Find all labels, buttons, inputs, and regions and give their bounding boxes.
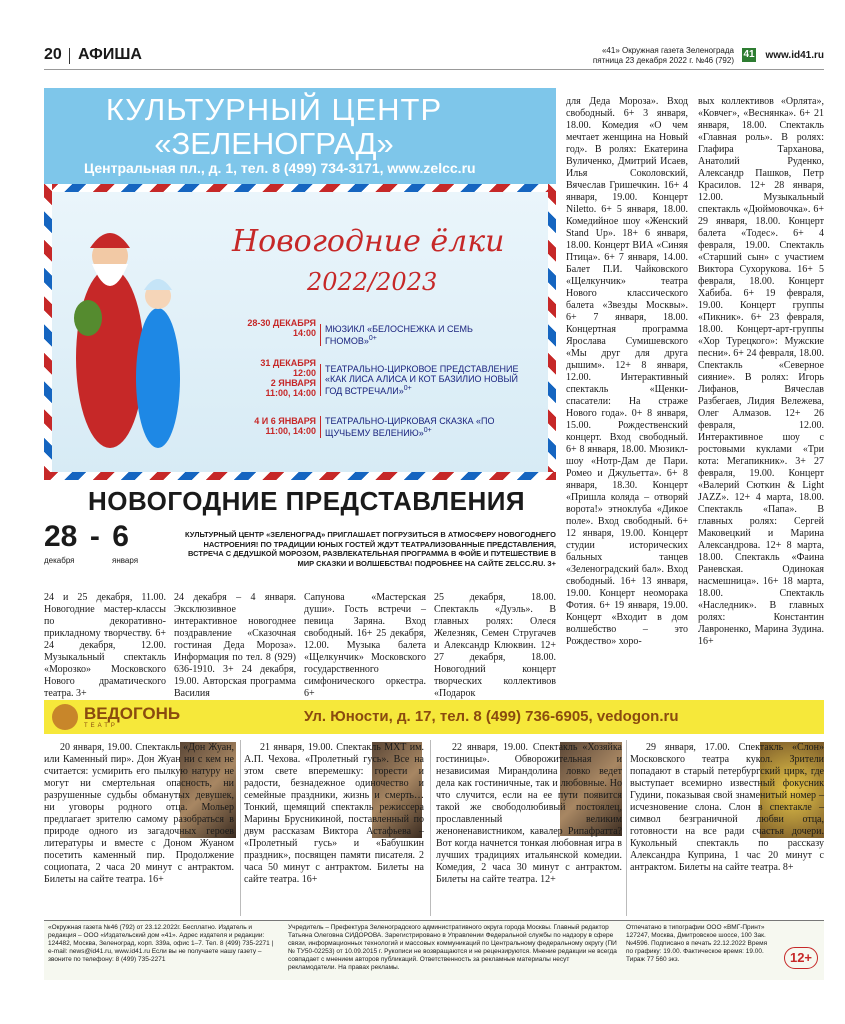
intro-text: КУЛЬТУРНЫЙ ЦЕНТР «ЗЕЛЕНОГРАД» ПРИГЛАШАЕТ ПОГРУЗИТЬСЯ В АТМОСФЕРУ НОВОГОДНЕГО НАСТРОЕНИЯ! ПО ТРАДИЦИИ ЮНЫХ ГОСТЕЙ ЖДУТ ТЕАТРАЛИЗОВАННЫЕ ПРЕДСТАВЛЕНИЯ, ВСТРЕЧА С ДЕДУШКОЙ МОРОЗОМ, РАЗВЛЕКАТЕЛЬНАЯ ПРОГРАММА В ФОЙЕ И ПУТЕШЕСТВИЕ В МИР СКАЗКИ И ВОЛШЕБСТВА! ПОДРОБНЕЕ НА САЙТЕ ZELCC.RU. 3+: [185, 530, 556, 568]
age-rating-badge: 12+: [784, 947, 818, 969]
event-3-time: 11:00, 14:00: [265, 426, 316, 436]
column-divider: [240, 740, 241, 916]
envelope-stripe: [44, 184, 556, 192]
envelope-stripe-left: [44, 184, 52, 480]
event-3-age: 0+: [423, 427, 432, 434]
schedule-column-6: вых коллективов «Орлята», «Ковчег», «Веснянка». 6+ 21 января, 18.00. Спектакль «Главная роль». В ролях: Глафира Тарханова, Анатолий Руденко, Александр Пашков, Петр Красилов. 12+ 28 января, 12.00. Музыкальный спектакль «Дюймовочка». 6+ 29 января, 18.00. Концерт балета «Тодес». 6+ 4 февраля, 19.00. Спектакль «Старший сын» с участием Виктора Сухорукова. 16+ 5 февраля, 18.00. Концерт Хабиба. 6+ 19 февраля, 19.00. Концерт группы «Пикник». 6+ 23 февраля, 18.00. Концерт-арт-группы «Хор Турецкого»: Мужские песни». 6+ 24 февраля, 18.00. Спектакль «Северное сияние». В ролях: Игорь Лифанов, Вячеслав Разбегаев, Лидия Вележева, Олег Алмазов. 12+ 26 февраля, 12.00. Интерактивное шоу с ростовыми куклами «Три кота: Мегапикник». 3+ 27 февраля, 19.00. Концерт «Валерий Сюткин & Light JAZZ». 12+ 4 марта, 18.00. Спектакль «Папа». В главных ролях: Сергей Маковецкий и Марина Александрова. 12+ 8 марта, 18.00. Спектакль «Фаина Раневская. Одинокая насмешница». 16+ 18 марта, 18.00. Спектакль «Наследник». В главных ролях: Константин Лавроненко, Марина Зудина. 16+: [698, 96, 824, 647]
event-2-days: 31 ДЕКАБРЯ: [260, 358, 316, 368]
vedogon-subtitle: ТЕАТР: [84, 723, 118, 729]
date-to: 6: [112, 520, 129, 553]
publication-info: [593, 46, 734, 66]
event-1-days: 28-30 ДЕКАБРЯ: [247, 318, 316, 328]
vedogon-banner: [44, 700, 824, 734]
event-2-title: [320, 364, 520, 396]
ad-title-line1: КУЛЬТУРНЫЙ ЦЕНТР: [105, 92, 443, 127]
ad-title-line2: «ЗЕЛЕНОГРАД»: [154, 126, 394, 161]
header-divider: [69, 48, 70, 64]
envelope-stripe-bottom: [44, 472, 556, 480]
ad-body: [52, 192, 548, 472]
site-link[interactable]: www.id41.ru: [765, 50, 824, 61]
script-title: Новогодние ёлки: [232, 224, 505, 259]
theatre-event-4: 29 января, 17.00. Спектакль «Слон» Московского театра кукол. Зрители попадают в старый петербургский цирк, где выступает всемирно известный фокусник Гудини, показывая свой знаменитый номер – исчезновение слона. Слон в спектакле – символ безграничной любви отца, готовности на все ради счастья дочери. Кукольный спектакль по рассказу Александра Куприна, 1 час 20 минут с антрактом. Билеты на сайте театра. 8+: [630, 742, 824, 873]
event-3-date: [228, 416, 316, 436]
vedogon-name: ВЕДОГОНЬ: [84, 704, 181, 723]
vedogon-address: Ул. Юности, д. 17, тел. 8 (499) 736-6905, vedogon.ru: [304, 708, 679, 725]
imprint-printing: Отпечатано в типографии ООО «ВМГ-Принт» 127247, Москва, Дмитровское шоссе, 100 Зак.№4596. Подписано в печать 22.12.2022 Время по графику: 19.00. Фактическое время: 19.00. Тираж 77 560 экз.: [626, 924, 768, 963]
schedule-column-3: Сапунова «Мастерская души». Гость встречи – певица Заряна. Вход свободный. 16+ 25 декабря, 12.00. Музыка балета «Щелкунчик» Московского государственного симфонического оркестра. 6+: [304, 592, 426, 699]
date-to-month: января: [112, 556, 139, 565]
event-1-age: 0+: [368, 335, 377, 342]
event-2-time: 12:00: [292, 368, 316, 378]
cultural-center-ad: [44, 88, 556, 480]
date-from: 28: [44, 520, 78, 553]
header-rule: [44, 69, 824, 70]
event-2-time-2: 11:00, 14:00: [265, 388, 316, 398]
event-2-days-2: 2 ЯНВАРЯ: [270, 378, 316, 388]
page-number: 20: [44, 46, 62, 63]
season-years: 2022/2023: [307, 268, 438, 296]
imprint-footer: [44, 920, 824, 980]
event-1-title: [320, 324, 520, 346]
event-1-time: 14:00: [292, 328, 316, 338]
event-2-age: 0+: [403, 385, 412, 392]
schedule-column-5: для Деда Мороза». Вход свободный. 6+ 3 января, 18.00. Комедия «О чем мечтает женщина на Новый год». В ролях: Екатерина Вуличенко, Дмитрий Исаев, Илья Соколовский, Вячеслав Гришечкин. 16+ 4 января, 19.00. Концерт Niletto. 6+ 5 января, 18.00. Комедийное шоу «Женский Stand Up». 18+ 6 января, 18.00. Концерт ВИА «Синяя Птица». 6+ 7 января, 14.00. Балет П.И. Чайковского «Щелкунчик» театра Нового классического балета «Звезды Москвы». 6+ 7 января, 18.00. Концертная программа Ярослава Сумишевского «Мы друг для друга дышим». 12+ 8 января, 12.00. Интерактивный спектакль «Щенки-спасатели: На страже Нового года». 0+ 8 января, 15.00. Рождественский концерт. Вход свободный. 6+ 8 января, 18.00. Мюзикл-шоу «Нотр-Дам де Пари. Ромео и Джульетта». 6+ 8 января, 18.30. Концерт «Пришла коляда – отворяй ворота!» этноклуба «Дикое поле». Вход свободный. 6+ 12 января, 19.00. Концерт студии исторических бальных танцев «Зеленоградский бал». Вход свободный. 16+ 13 января, 19.00. Концерт неоморака Фотия. 6+ 19 января, 19.00. Концерт «Входит в дом волшебство – это Рождество» хоро-: [566, 96, 688, 647]
theatre-event-1: 20 января, 19.00. Спектакль «Дон Жуан, или Каменный пир». Дон Жуан ни с кем не считается: усмирить его пылкую натуру не могут ни смертельная опасность, ни разрушенные судьбы обманутых девушек, ни уговоры родного отца. Мольер предлагает зрителю самому разобраться в природе одного из загадочных героев литературы и вместе с Доном Жуаном посетить каменный пир. Продолжение социопата, 2 часа 20 минут с антрактом. Билеты на сайте театра. 16+: [44, 742, 234, 885]
date-dash: -: [89, 520, 100, 553]
imprint-publisher: «Окружная газета №46 (792) от 23.12.2022г. Бесплатно. Издатель и редакция – ООО «Издательский дом «41». Адрес издателя и редакции: 124482, Москва, Зеленоград, корп. 339а, офис 1–7. Тел. 8 (499) 735-2271 | e-mail: news@id41.ru, www.id41.ru Если вы не получаете нашу газету – звоните по телефону: 8 (499) 735-2271: [48, 924, 274, 963]
event-1-date: [228, 318, 316, 338]
schedule-column-2: 24 декабря – 4 января. Эксклюзивное интерактивное новогоднее поздравление «Сказочная гостиная Деда Мороза». Информация по тел. 8 (929) 636-1910. 3+ 24 декабря, 19.00. Авторская программа Василия: [174, 592, 296, 699]
vedogon-logo-icon: [52, 704, 78, 730]
main-title: НОВОГОДНИЕ ПРЕДСТАВЛЕНИЯ: [88, 486, 526, 516]
date-range: [44, 520, 139, 565]
newspaper-logo: 41: [743, 49, 755, 60]
column-divider: [430, 740, 431, 916]
envelope-stripe-right: [548, 184, 556, 480]
column-divider: [626, 740, 627, 916]
date-from-month: декабря: [44, 556, 75, 565]
santa-and-snow-maiden-illustration: [70, 208, 180, 458]
page-header: [44, 46, 824, 68]
event-2-date: [228, 358, 316, 398]
ad-address: Центральная пл., д. 1, тел. 8 (499) 734-3171, www.zelcc.ru: [84, 160, 476, 176]
event-3-title: [320, 416, 520, 438]
event-1-name: МЮЗИКЛ «БЕЛОСНЕЖКА И СЕМЬ ГНОМОВ»: [325, 324, 473, 346]
event-2-name: ТЕАТРАЛЬНО-ЦИРКОВОЕ ПРЕДСТАВЛЕНИЕ «КАК ЛИСА АЛИСА И КОТ БАЗИЛИО НОВЫЙ ГОД ВСТРЕЧАЛИ»: [325, 364, 519, 396]
schedule-column-1: 24 и 25 декабря, 11.00. Новогодние мастер-классы по декоративно-прикладному творчеству. 6+ 24 декабря, 12.00. Музыкальный спектакль «Морозко» Московского Нового драматического театра. 3+: [44, 592, 166, 699]
pub-line-1: «41» Окружная газета Зеленограда: [601, 46, 734, 55]
event-3-name: ТЕАТРАЛЬНО-ЦИРКОВАЯ СКАЗКА «ПО ЩУЧЬЕМУ ВЕЛЕНИЮ»: [325, 416, 495, 438]
schedule-column-4: 25 декабря, 18.00. Спектакль «Дуэль». В главных ролях: Олеся Железняк, Семен Стругачев и Александр Клюквин. 12+ 27 декабря, 18.00. Новогодний концерт творческих коллективов «Подарок: [434, 592, 556, 699]
ad-header: [44, 88, 556, 184]
theatre-event-3: 22 января, 19.00. Спектакль «Хозяйка гостиницы». Обворожительная и независимая Мирандолина ловко ведет дела как гостиничные, так и любовные. Но что случится, если на ее пути появится такой же свободолюбивый постоялец, прославленный великим женоненавистником, кавалер Рипафратта? Вот когда начнется тонкая любовная игра в лучших традициях итальянской комедии. Комедия, 2 часа 30 минут с антрактом. Билеты на сайте театра. 12+: [436, 742, 622, 885]
imprint-founder: Учредитель – Префектура Зеленоградского административного округа города Москвы. Главный редактор Татьяна Олеговна СИДОРОВА. Зарегистрировано в Управлении Федеральной службы по надзору в сфере связи, информационных технологий и массовых коммуникаций по Центральному федеральному округу (ПИ № ТУ50-02253) от 10.09.2015 г. Рукописи не возвращаются и не рецензируются. Мнение редакции не всегда совпадает с мнением авторов публикаций. Ответственность за рекламные материалы несут рекламодатели. На правах рекламы.: [288, 924, 617, 971]
theatre-event-2: 21 января, 19.00. Спектакль МХТ им. А.П. Чехова. «Пролетный гусь». Все на этом свете вперемешку: горести и радости, безнадежное одиночество и семейные праздники, жизнь и смерть… Тонкий, щемящий спектакль режиссера Марины Брусникиной, поставленный по двум рассказам Виктора Астафьева – «Пролетный гусь» и «Бабушкин праздник», посвящен памяти писателя. 2 часа 50 минут с антрактом. Билеты на сайте театра. 16+: [244, 742, 424, 885]
pub-line-2: пятница 23 декабря 2022 г. №46 (792): [592, 56, 734, 65]
section-title: АФИША: [78, 46, 142, 63]
event-3-days: 4 И 6 ЯНВАРЯ: [254, 416, 316, 426]
